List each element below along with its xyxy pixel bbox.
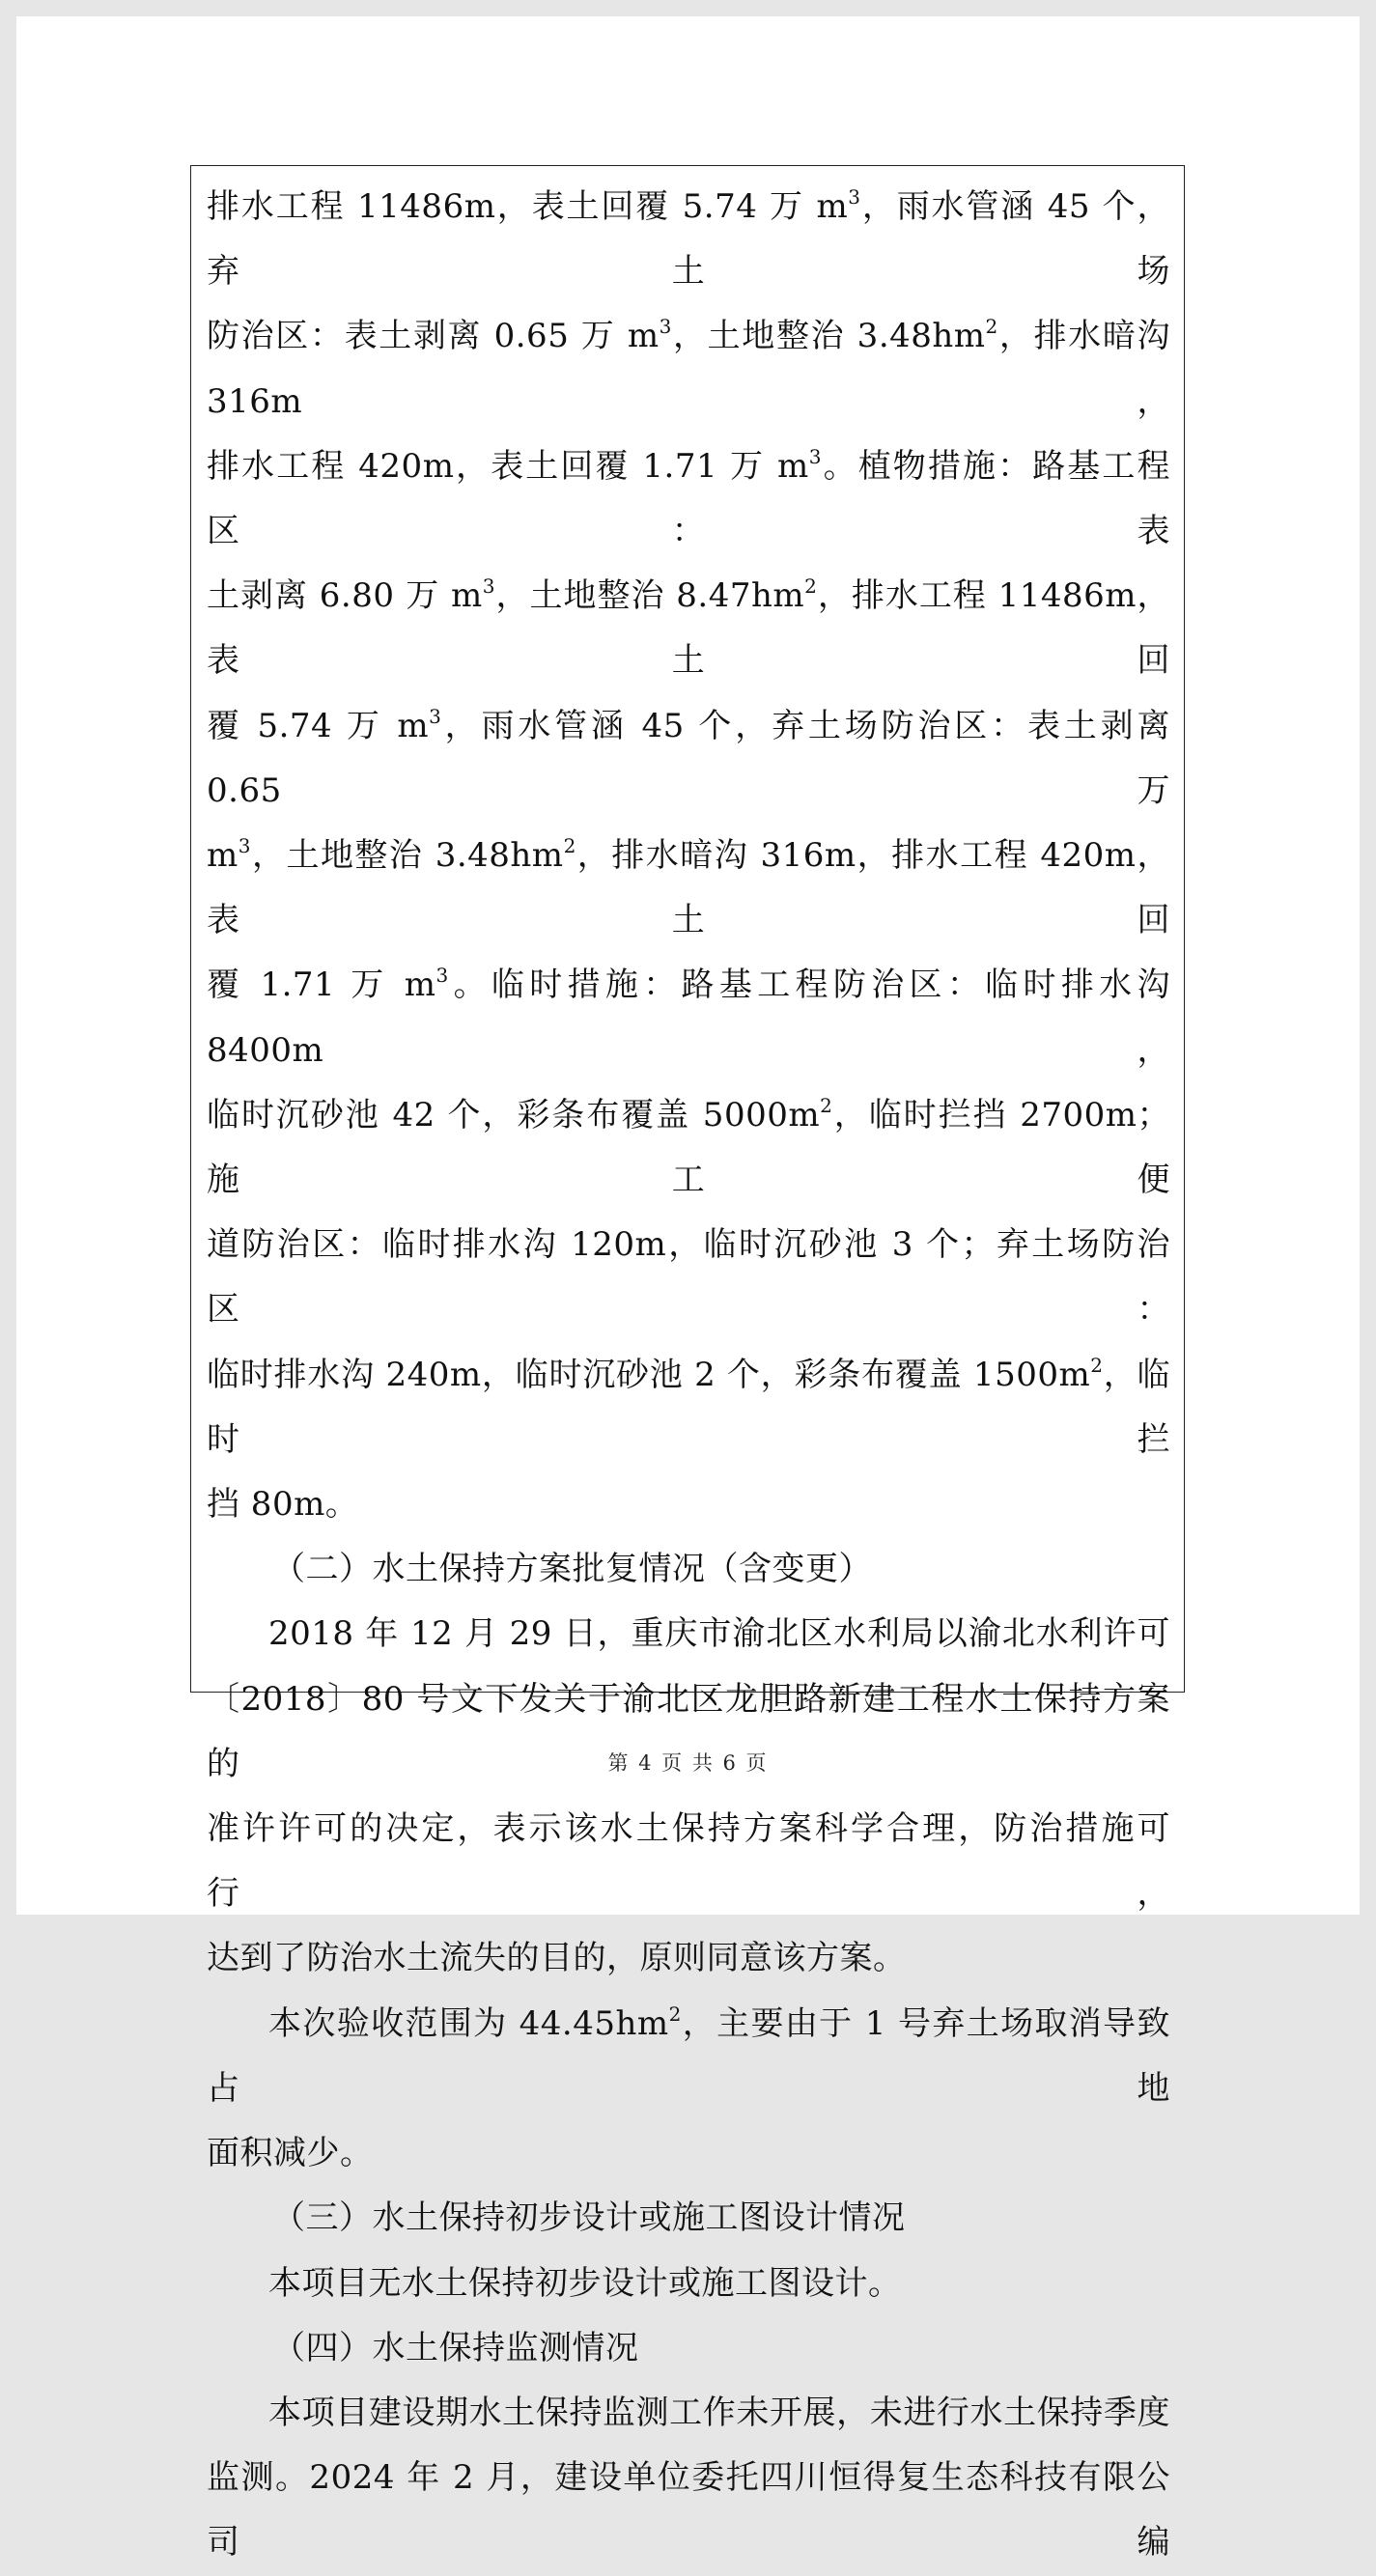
text-line: 挡 80m。	[207, 1485, 359, 1525]
text-line: 准许许可的决定，表示该水土保持方案科学合理，防治措施可行，	[207, 1809, 1170, 1914]
text-line: 本次验收范围为 $44.45hm^2$，主要由于 1 号弃土场取消导致占地	[207, 2002, 1171, 2108]
text-line: $m^3$，土地整治 $3.48hm^2$，排水暗沟 316m，排水工程 420m，表土回	[207, 834, 1171, 940]
paragraph-monitoring	[207, 2381, 1170, 2576]
text-line: 2018 年 12 月 29 日，重庆市渝北区水利局以渝北水利许可	[268, 1614, 1170, 1654]
text-line: 排水工程 11486m，表土回覆 5.74 万 $m^3$，雨水管涵 45 个，弃土场	[207, 185, 1170, 292]
section-heading-design: （三）水土保持初步设计或施工图设计情况	[272, 2198, 906, 2238]
text-line: 土剥离 6.80 万 $m^3$，土地整治 $8.47hm^2$，排水工程 11486m，表土回	[207, 574, 1170, 681]
text-line: 面积减少。	[207, 2134, 374, 2173]
text-line: 道防治区：临时排水沟 120m，临时沉砂池 3 个；弃土场防治区：	[207, 1225, 1170, 1330]
text-line: 覆 1.71 万 $m^3$。临时措施：路基工程防治区：临时排水沟 8400m，	[207, 964, 1170, 1070]
paragraph-approval	[207, 1602, 1170, 1991]
text-line: 监测。2024 年 2 月，建设单位委托四川恒得复生态科技有限公司编	[207, 2458, 1170, 2562]
text-line: 覆 5.74 万 $m^3$，雨水管涵 45 个，弃土场防治区：表土剥离 0.65 万	[207, 704, 1170, 810]
text-line: 临时沉砂池 42 个，彩条布覆盖 $5000m^2$，临时拦挡 2700m；施工便	[207, 1093, 1170, 1200]
paragraph-design: 本项目无水土保持初步设计或施工图设计。	[268, 2263, 902, 2303]
paragraph-acceptance-scope	[207, 1992, 1170, 2187]
text-line: 临时排水沟 240m，临时沉砂池 2 个，彩条布覆盖 $1500m^2$，临时拦	[207, 1353, 1171, 1459]
text-line: 达到了防治水土流失的目的，原则同意该方案。	[207, 1939, 907, 1978]
text-line: 〔2018〕80 号文下发关于渝北区龙胆路新建工程水土保持方案的	[207, 1679, 1170, 1783]
section-heading-approval: （二）水土保持方案批复情况（含变更）	[272, 1550, 872, 1589]
paragraph-measures	[207, 175, 1170, 1537]
text-line: 排水工程 420m，表土回覆 1.71 万 $m^3$。植物措施：路基工程区：表	[207, 444, 1170, 551]
text-line: 本项目建设期水土保持监测工作未开展，未进行水土保持季度	[268, 2393, 1170, 2432]
text-line: 防治区：表土剥离 0.65 万 $m^3$，土地整治 $3.48hm^2$，排水暗沟 316m，	[207, 315, 1170, 421]
document-body	[207, 175, 1170, 2576]
page-number: 第 4 页 共 6 页	[607, 1751, 769, 1775]
section-heading-monitoring: （四）水土保持监测情况	[272, 2328, 639, 2367]
